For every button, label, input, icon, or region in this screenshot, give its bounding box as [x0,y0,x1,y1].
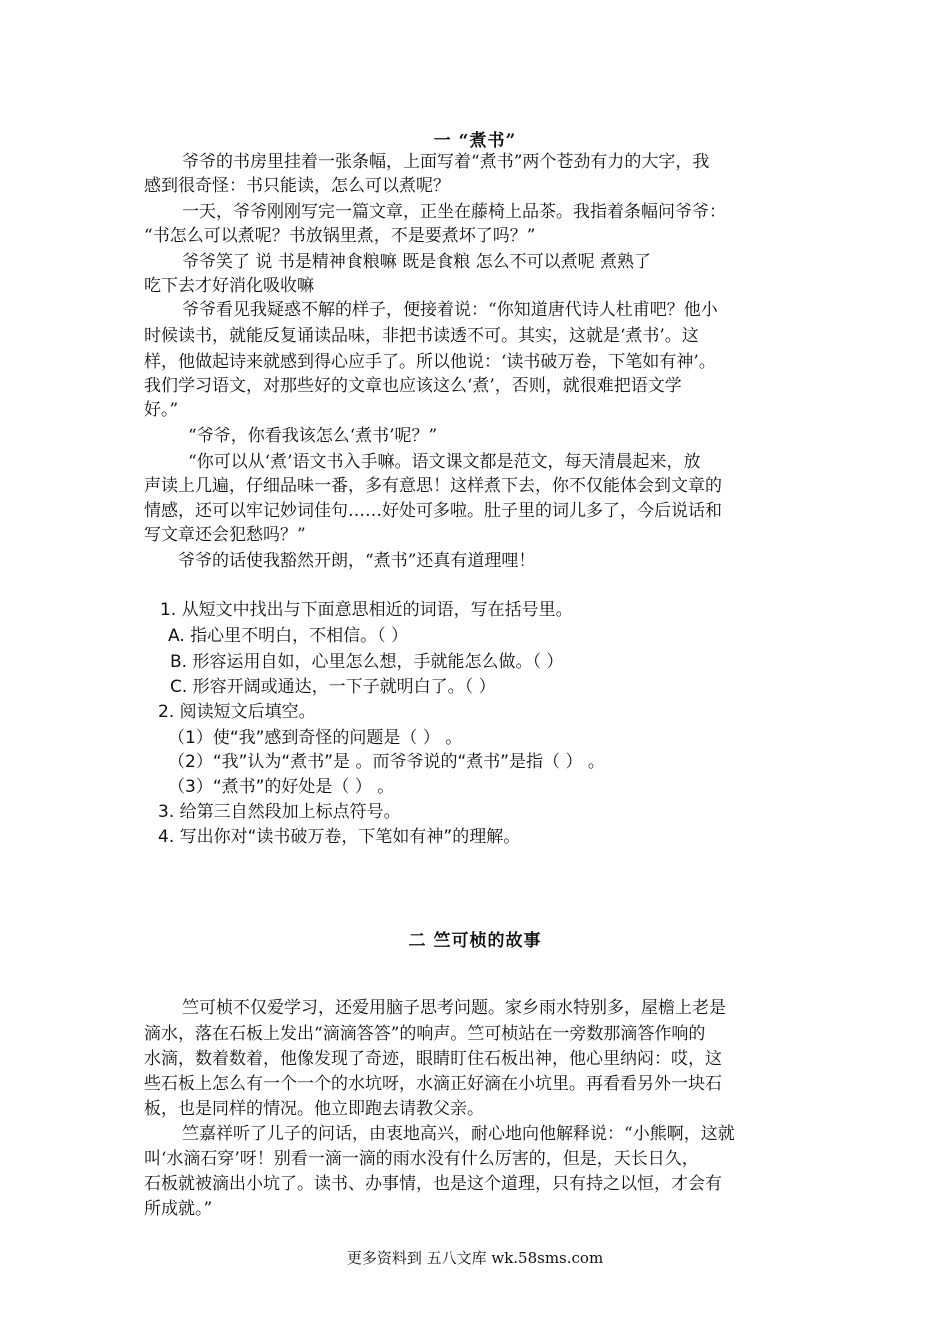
section1-title: 一 “煮书” [433,131,517,151]
passage-line: 些石板上怎么有一个一个的水坑呀，水滴正好滴在小坑里。再看看另外一块石 [144,1074,722,1094]
question-1b: B. 形容运用自如，心里怎么想，手就能怎么做。（ ） [170,652,564,672]
passage-line: 感到很奇怪：书只能读，怎么可以煮呢？ [144,176,450,196]
passage-line: 爷爷的话使我豁然开朗，“煮书”还真有道理哩！ [178,551,536,571]
passage-line: “爷爷，你看我该怎么‘煮书’呢？” [188,426,438,446]
passage-line: 所成就。” [144,1199,213,1219]
question-2-2: （2）“我”认为“煮书”是 。而爷爷说的“煮书”是指（ ） 。 [168,752,605,772]
passage-line: 样，他做起诗来就感到得心应手了。所以他说：‘读书破万卷，下笔如有神’。 [144,352,716,372]
passage-line: 写文章还会犯愁吗？” [144,525,306,545]
passage-line: 板，也是同样的情况。他立即跑去请教父亲。 [144,1099,484,1119]
passage-line: 情感，还可以牢记妙词佳句……好处可多啦。肚子里的词儿多了，今后说话和 [144,501,722,521]
passage-line: 爷爷的书房里挂着一张条幅，上面写着“煮书”两个苍劲有力的大字，我 [182,152,710,172]
question-1c: C. 形容开阔或通达，一下子就明白了。（ ） [170,677,496,697]
passage-line: 吃下去才好消化吸收嘛 [144,276,314,296]
question-1: 1. 从短文中找出与下面意思相近的词语，写在括号里。 [160,600,573,620]
passage-line: 声读上几遍，仔细品味一番，多有意思！这样煮下去，你不仅能体会到文章的 [144,476,722,496]
question-1a: A. 指心里不明白，不相信。（ ） [168,626,409,646]
question-4: 4. 写出你对“读书破万卷，下笔如有神”的理解。 [158,827,521,847]
passage-line: “你可以从‘煮’语文书入手嘛。语文课文都是范文，每天清晨起来，放 [188,452,701,472]
passage-line: 我们学习语文，对那些好的文章也应该这么‘煮’，否则，就很难把语文学 [144,376,682,396]
section2-title: 二 竺可桢的故事 [408,931,542,951]
passage-line: “书怎么可以煮呢？书放锅里煮，不是要煮坏了吗？” [144,226,536,246]
passage-line: 竺嘉祥听了儿子的问话，由衷地高兴，耐心地向他解释说：“小熊啊，这就 [182,1124,735,1144]
passage-line: 石板就被滴出小坑了。读书、办事情，也是这个道理，只有持之以恒，才会有 [144,1174,722,1194]
passage-line: 水滴，数着数着，他像发现了奇迹，眼睛盯住石板出神，他心里纳闷：哎，这 [144,1049,722,1069]
passage-line: 好。” [144,400,179,420]
footer-link-text[interactable]: 更多资料到 五八文库 wk.58sms.com [346,1249,604,1267]
question-2-1: （1）使“我”感到奇怪的问题是（ ） 。 [168,728,463,748]
question-2: 2. 阅读短文后填空。 [158,702,316,722]
question-3: 3. 给第三自然段加上标点符号。 [158,802,401,822]
passage-line: 竺可桢不仅爱学习，还爱用脑子思考问题。家乡雨水特别多，屋檐上老是 [182,998,726,1018]
passage-line: 一天，爷爷刚刚写完一篇文章，正坐在藤椅上品茶。我指着条幅问爷爷： [182,202,726,222]
passage-line: 爷爷看见我疑惑不解的样子，便接着说：“你知道唐代诗人杜甫吧？他小 [182,300,718,320]
question-2-3: （3）“煮书”的好处是（ ） 。 [168,777,395,797]
passage-line: 爷爷笑了 说 书是精神食粮嘛 既是食粮 怎么不可以煮呢 煮熟了 [182,252,652,272]
passage-line: 叫‘水滴石穿’呀！别看一滴一滴的雨水没有什么厉害的，但是，天长日久， [144,1149,699,1169]
passage-line: 滴水，落在石板上发出“滴滴答答”的响声。竺可桢站在一旁数那滴答作响的 [144,1024,706,1044]
passage-line: 时候读书，就能反复诵读品味，非把书读透不可。其实，这就是‘煮书’。这 [144,326,699,346]
